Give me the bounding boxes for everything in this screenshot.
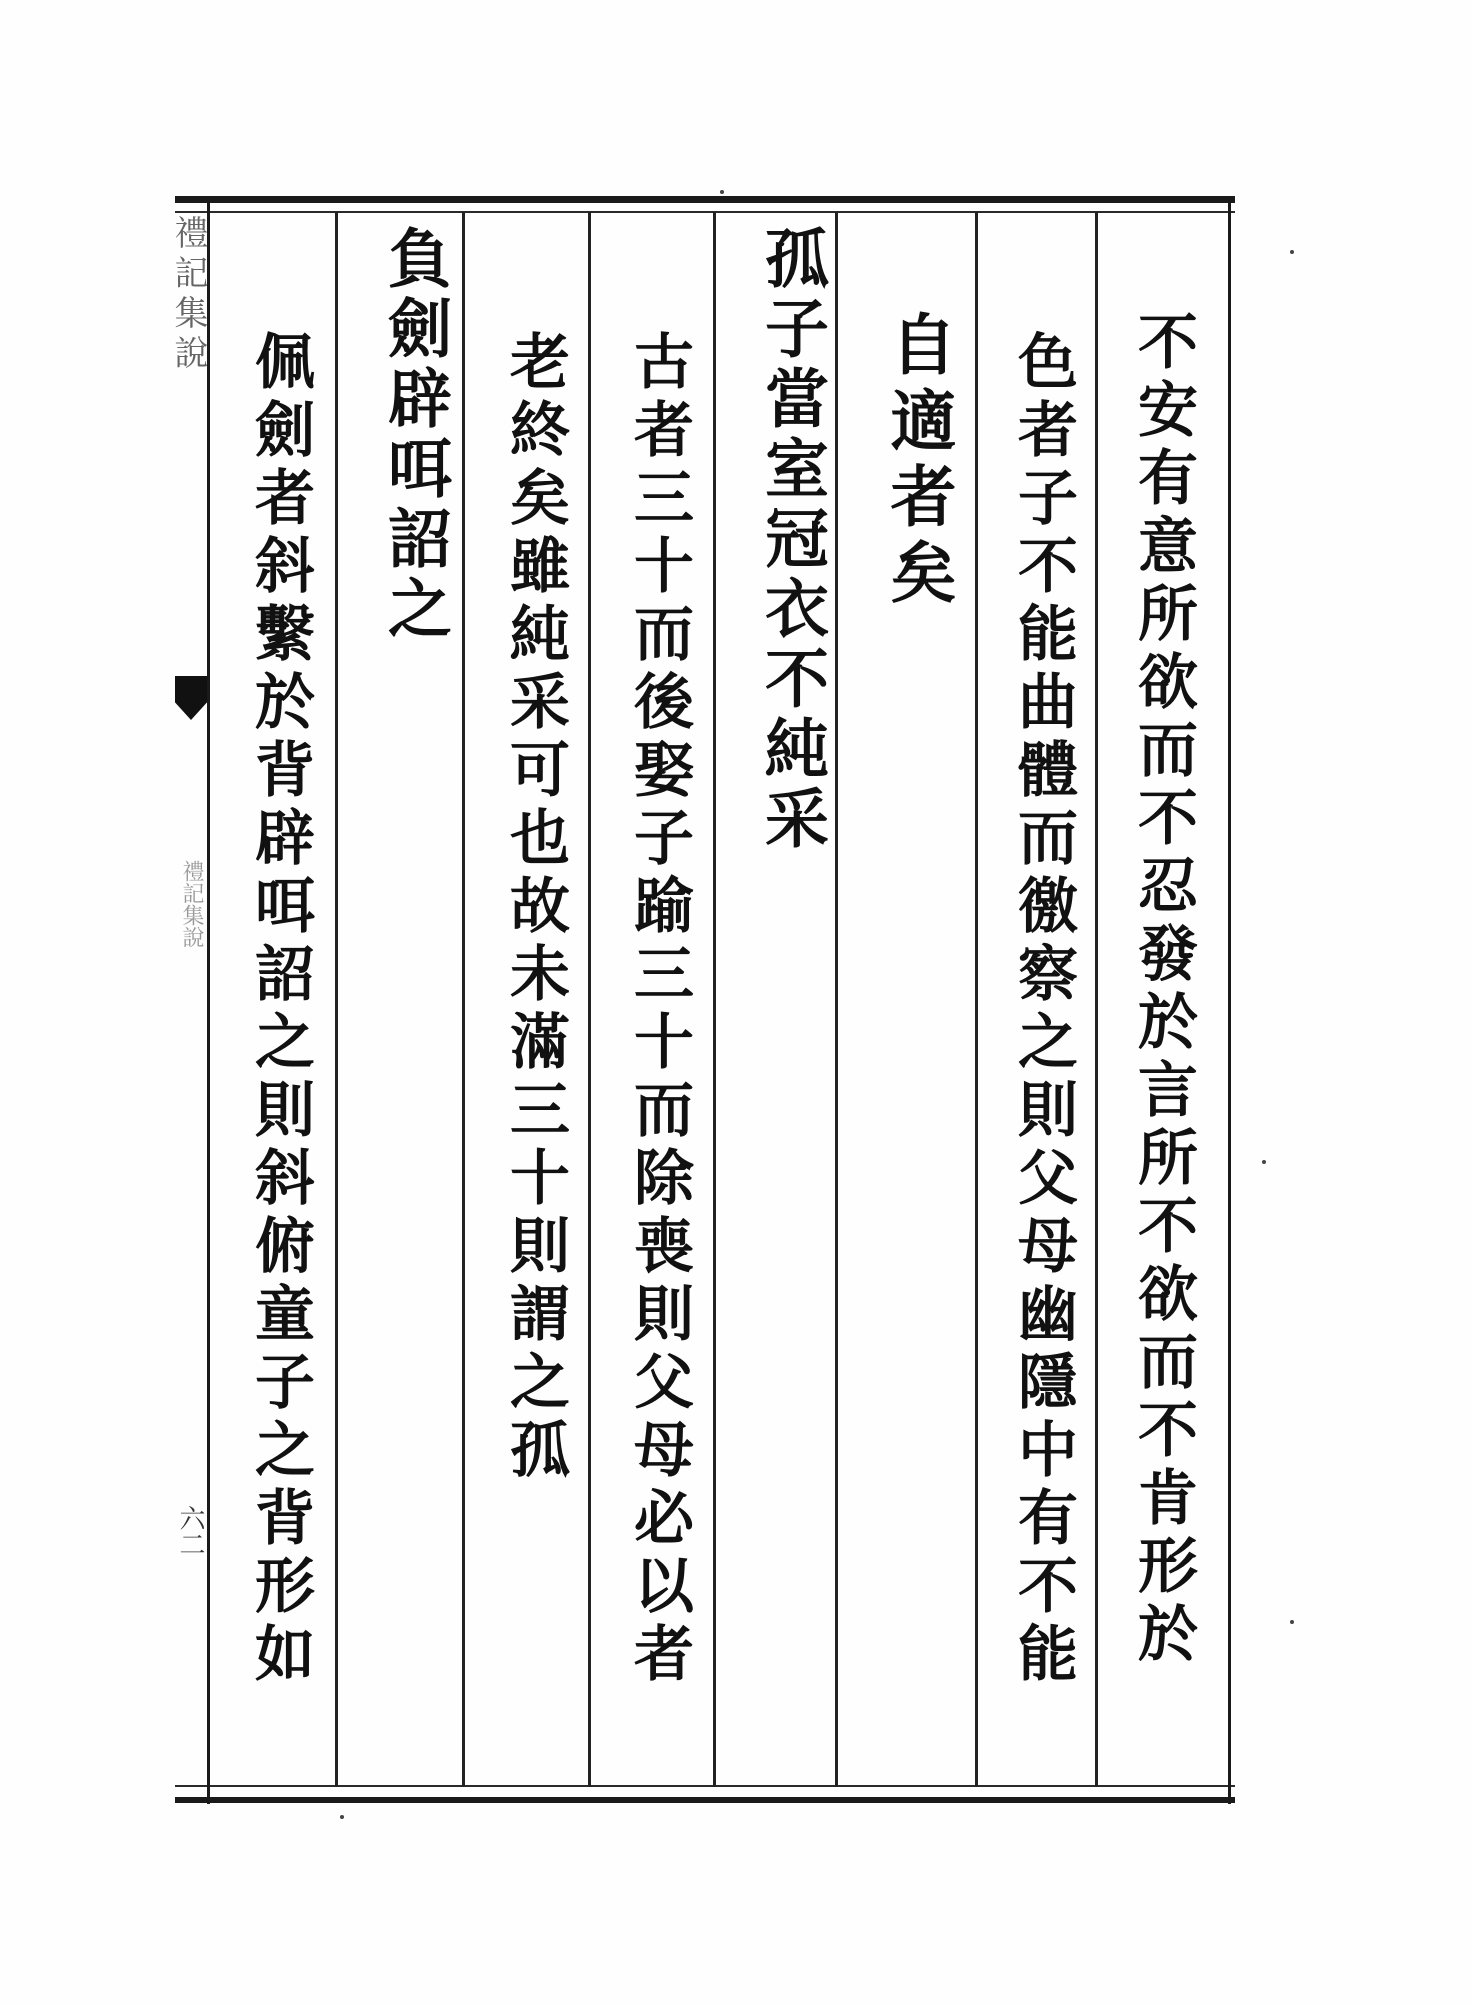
scan-speck: [720, 190, 724, 194]
text-column-5: 古者三十而後娶子踰三十而除喪則父母必以者: [624, 330, 694, 1690]
frame-top-border: [175, 196, 1235, 203]
margin-label: 禮記集說: [179, 860, 204, 948]
text-column-6: 老終矣雖純采可也故未滿三十則謂之孤: [500, 330, 570, 1486]
text-column-8: 佩劍者斜繫於背辟咡詔之則斜俯童子之背形如: [245, 330, 315, 1690]
scan-speck: [1290, 250, 1294, 254]
frame-top-inner-border: [175, 211, 1235, 213]
text-column-3: 自適者矣: [879, 310, 957, 614]
text-column-7: 負劍辟咡詔之: [377, 225, 452, 645]
frame-bottom-inner-border: [175, 1785, 1235, 1787]
column-rule: [462, 212, 465, 1787]
text-column-4: 孤子當室冠衣不純采: [754, 225, 829, 855]
margin-title: 禮記集說: [168, 215, 208, 375]
frame-right-border: [1228, 196, 1231, 1804]
column-rule: [713, 212, 716, 1787]
page-number: 六二: [175, 1505, 205, 1557]
scan-speck: [1290, 1620, 1294, 1624]
text-column-1: 不安有意所欲而不忍發於言所不欲而不肯形於: [1128, 310, 1198, 1670]
text-column-2: 色者子不能曲體而徼察之則父母幽隱中有不能: [1008, 330, 1078, 1690]
column-rule: [975, 212, 978, 1787]
column-rule: [1095, 212, 1098, 1787]
column-rule: [588, 212, 591, 1787]
scan-speck: [340, 1815, 344, 1819]
frame-bottom-border: [175, 1797, 1235, 1803]
column-rule: [335, 212, 338, 1787]
scan-speck: [1262, 1160, 1266, 1164]
